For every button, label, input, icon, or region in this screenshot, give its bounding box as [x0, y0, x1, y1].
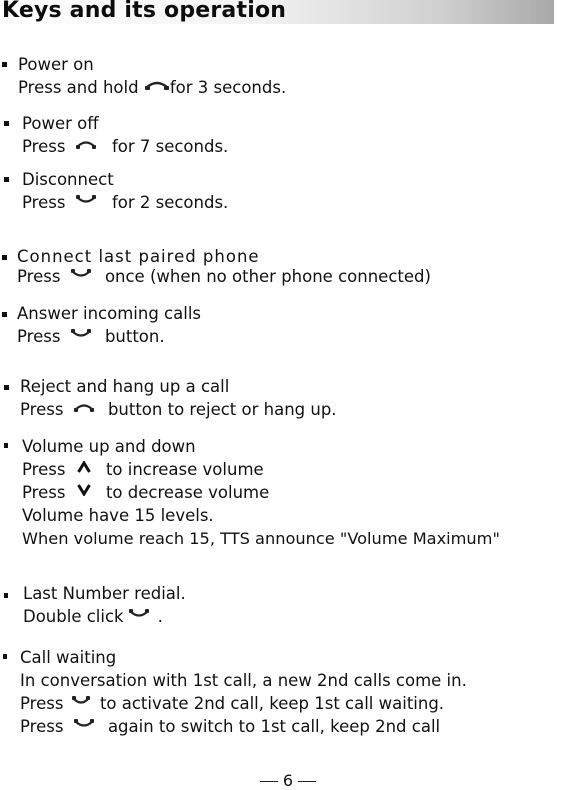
section-heading-call-waiting: Call waiting — [20, 648, 117, 667]
volume-down-icon — [77, 481, 91, 501]
end-call-icon — [75, 135, 97, 155]
volume-max-text: When volume reach 15, TTS announce "Volume Maximum" — [22, 529, 500, 548]
volume-up-icon — [77, 458, 91, 478]
call-icon — [128, 605, 150, 625]
bullet — [4, 443, 8, 448]
call-waiting-intro: In conversation with 1st call, a new 2nd calls come in. — [20, 671, 467, 690]
section-heading-power-on: Power on — [18, 55, 94, 74]
instruction-volume-down: Press to decrease volume — [22, 483, 270, 502]
bullet — [4, 593, 8, 598]
instruction-power-off: Press for 7 seconds. — [22, 137, 229, 156]
bullet — [2, 255, 7, 260]
bullet — [4, 121, 9, 126]
instruction-redial: Double click . — [23, 607, 163, 626]
end-call-icon — [73, 398, 95, 418]
bullet — [4, 177, 9, 182]
instruction-power-on: Press and hold for 3 seconds. — [18, 78, 287, 97]
footer-dash — [298, 781, 316, 782]
bullet — [4, 385, 9, 390]
bullet — [2, 312, 7, 317]
bullet — [2, 62, 7, 67]
section-heading-connect-last: Connect last paired phone — [17, 247, 260, 266]
instruction-reject: Press button to reject or hang up. — [20, 400, 337, 419]
call-icon — [71, 692, 91, 712]
section-heading-redial: Last Number redial. — [23, 584, 186, 603]
section-heading-power-off: Power off — [22, 114, 99, 133]
end-call-icon — [144, 76, 170, 96]
call-icon — [75, 191, 97, 211]
call-icon — [70, 265, 92, 285]
volume-levels-text: Volume have 15 levels. — [22, 506, 214, 525]
section-heading-disconnect: Disconnect — [22, 170, 114, 189]
page-title: Keys and its operation — [2, 0, 287, 23]
instruction-activate-2nd-call: Press to activate 2nd call, keep 1st call waiting. — [20, 694, 445, 713]
call-icon — [70, 325, 92, 345]
instruction-disconnect: Press for 2 seconds. — [22, 193, 229, 212]
instruction-volume-up: Press to increase volume — [22, 460, 264, 479]
section-heading-answer: Answer incoming calls — [17, 304, 202, 323]
title-bar — [0, 0, 554, 24]
page-number: 6 — [282, 771, 294, 790]
instruction-connect-last: Press once (when no other phone connected) — [17, 267, 431, 286]
call-icon — [73, 715, 95, 735]
page-footer — [0, 771, 576, 790]
bullet — [3, 654, 7, 659]
instruction-switch-call: Press again to switch to 1st call, keep 2nd call — [20, 717, 441, 736]
instruction-answer: Press button. — [17, 327, 165, 346]
section-heading-volume: Volume up and down — [22, 437, 196, 456]
section-heading-reject: Reject and hang up a call — [20, 377, 230, 396]
footer-dash — [260, 781, 278, 782]
